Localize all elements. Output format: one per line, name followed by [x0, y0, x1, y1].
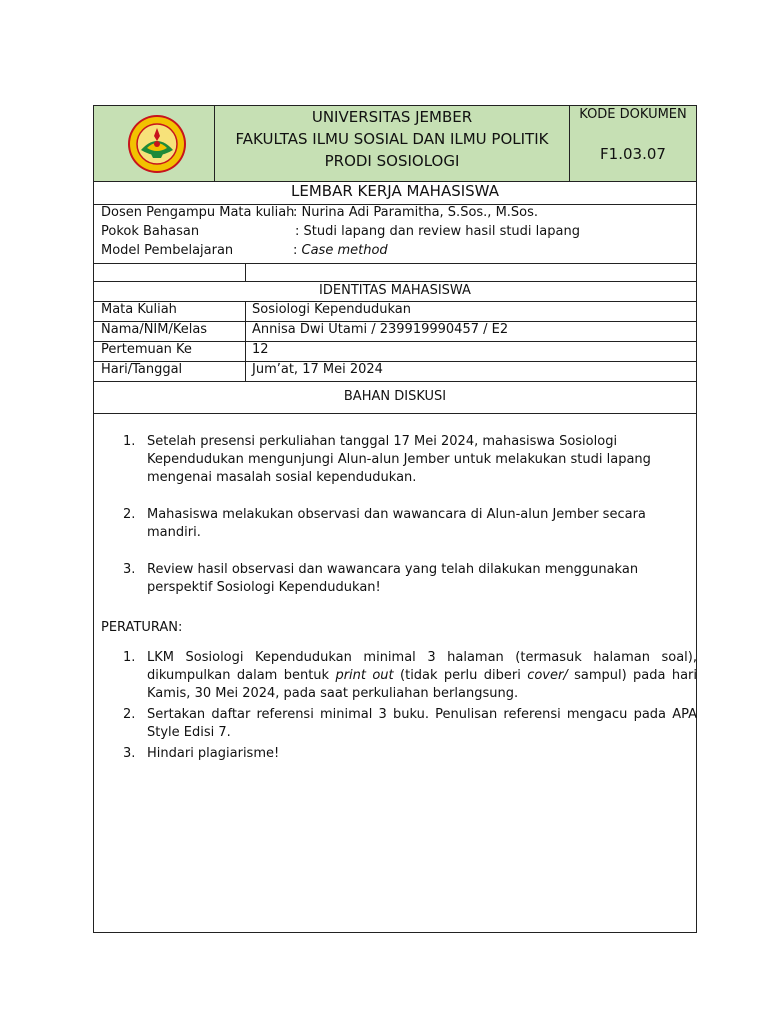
- list-item: 2. Sertakan daftar referensi minimal 3 buku. Penulisan referensi mengacu pada APA Style Edisi 7.: [123, 707, 697, 740]
- header-band: [94, 106, 696, 182]
- discussion-heading: BAHAN DISKUSI: [343, 389, 447, 404]
- column-divider: [245, 263, 246, 281]
- row-divider: [94, 361, 696, 362]
- row-divider: [94, 381, 696, 382]
- doc-code-label: KODE DOKUMEN: [579, 107, 687, 122]
- topic-label: Pokok Bahasan: [101, 224, 200, 239]
- list-item: 3. Review hasil observasi dan wawancara yang telah dilakukan menggunakan perspektif Sosiologi Kependudukan!: [123, 562, 639, 595]
- worksheet: [93, 105, 697, 933]
- row-divider: [94, 263, 696, 264]
- identity-label: Mata Kuliah: [101, 302, 177, 317]
- row-divider: [94, 281, 696, 282]
- list-item: 2. Mahasiswa melakukan observasi dan wawancara di Alun-alun Jember secara mandiri.: [123, 507, 646, 540]
- model-value: : Case method: [293, 243, 388, 258]
- identity-label: Nama/NIM/Kelas: [101, 322, 208, 337]
- discussion-list: [94, 433, 697, 616]
- university-seal-icon: [127, 114, 187, 174]
- program-name: PRODI SOSIOLOGI: [324, 152, 460, 170]
- list-item: 1. Setelah presensi perkuliahan tanggal 17 Mei 2024, mahasiswa Sosiologi Kependudukan mengunjungi Alun-alun Jember untuk melakukan studi lapang mengenai masalah sosial kependudukan.: [123, 434, 651, 485]
- faculty-name: FAKULTAS ILMU SOSIAL DAN ILMU POLITIK: [235, 130, 549, 148]
- lecturer-value: : Nurina Adi Paramitha, S.Sos., M.Sos.: [293, 205, 539, 220]
- identity-label: Hari/Tanggal: [101, 362, 183, 377]
- identity-value: Sosiologi Kependudukan: [252, 302, 411, 317]
- rules-heading: PERATURAN:: [101, 620, 183, 635]
- page-title: LEMBAR KERJA MAHASISWA: [291, 182, 499, 200]
- model-label: Model Pembelajaran: [101, 243, 234, 258]
- lecturer-label: Dosen Pengampu Mata kuliah: [101, 205, 295, 220]
- doc-code-value: F1.03.07: [600, 145, 666, 163]
- identity-value: 12: [252, 342, 269, 357]
- rules-list: [94, 649, 697, 766]
- list-item: 1. LKM Sosiologi Kependudukan minimal 3 halaman (termasuk halaman soal), dikumpulkan dalam bentuk print out (tidak perlu diberi cover/ sampul) pada hari Kamis, 30 Mei 2024, pada saat perkuliahan berlangsung.: [123, 650, 698, 701]
- identity-heading: IDENTITAS MAHASISWA: [319, 283, 471, 298]
- identity-value: Annisa Dwi Utami / 239919990457 / E2: [252, 322, 509, 337]
- list-item: 3. Hindari plagiarisme!: [123, 746, 280, 761]
- identity-value: Jum’at, 17 Mei 2024: [252, 362, 383, 377]
- row-divider: [94, 413, 696, 414]
- identity-label: Pertemuan Ke: [101, 342, 192, 357]
- university-name: UNIVERSITAS JEMBER: [311, 108, 473, 126]
- topic-value: : Studi lapang dan review hasil studi lapang: [295, 224, 580, 239]
